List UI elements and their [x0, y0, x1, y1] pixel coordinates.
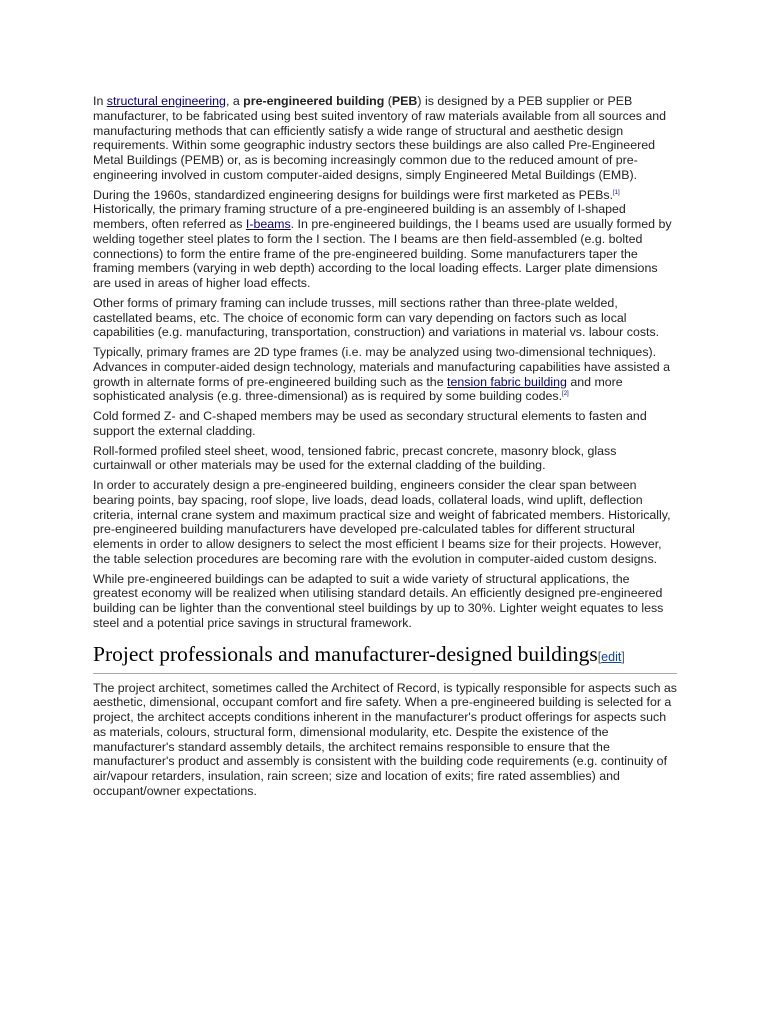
paragraph-frames: [93, 345, 677, 404]
text-run: Historically, the primary framing structure of a pre-engineered building is an assembly of I-shaped members, often referred as: [93, 202, 626, 231]
paragraph-architect: The project architect, sometimes called the Architect of Record, is typically responsible for aspects such as aesthetic, dimensional, occupant comfort and fire safety. When a pre-engineered building is selected for a project, the architect accepts conditions inherent in the manufacturer's product offerings for aspects such as materials, colours, structural form, dimensional modularity, etc. Despite the existence of the manufacturer's standard assembly details, the architect remains responsible to ensure that the manufacturer's product and assembly is consistent with the building code requirements (e.g. continuity of air/vapour retarders, insulation, rain screen; size and location of exits; fire rated assemblies) and occupant/owner expectations.: [93, 680, 677, 798]
bold-term-peb: pre-engineered building: [243, 94, 385, 108]
paragraph-design: In order to accurately design a pre-engineered building, engineers consider the clear span between bearing points, bay spacing, roof slope, live loads, dead loads, collateral loads, wind uplift, deflection criteria, internal crane system and maximum practical size and weight of fabricated members. Historically, pre-engineered building manufacturers have developed pre-calculated tables for different structural elements in order to allow designers to select the most efficient I beams size for their projects. However, the table selection procedures are becoming rare with the evolution in computer-aided custom designs.: [93, 478, 671, 566]
reference-1[interactable]: [613, 190, 620, 196]
link-structural-engineering[interactable]: structural engineering: [106, 94, 226, 108]
text-run: (: [384, 94, 392, 108]
paragraph-framing: Other forms of primary framing can include trusses, mill sections rather than three-plate welded, castellated beams, etc. The choice of economic form can vary depending on factors such as local capabilities (e.g. manufacturing, transportation, construction) and variations in material vs. labour costs.: [93, 295, 660, 340]
reference-2[interactable]: [562, 391, 569, 397]
text-run: Typically, primary frames are 2D type frames (i.e. may be analyzed using two-dimensional techniques). Advances in computer-aided design technology, materials and manufacturing capabilities have assisted a growth in alternate forms of pre-engineered building such as the: [93, 345, 670, 389]
section-heading: [93, 641, 677, 674]
bold-abbrev-peb: PEB: [391, 94, 418, 108]
edit-section-link-wrapper: [598, 650, 625, 664]
link-tension-fabric-building[interactable]: tension fabric building: [447, 374, 567, 389]
article-body: [93, 94, 677, 804]
link-i-beams[interactable]: I-beams: [245, 217, 291, 231]
reference-link-2[interactable]: [2]: [562, 391, 569, 398]
paragraph-economy: While pre-engineered buildings can be adapted to suit a wide variety of structural applications, the greatest economy will be realized when utilising standard details. An efficiently designed pre-engineered building can be lighter than the conventional steel buildings by up to 30%. Lighter weight equates to less steel and a potential price savings in structural framework.: [93, 571, 664, 630]
paragraph-cladding: Roll-formed profiled steel sheet, wood, tensioned fabric, precast concrete, masonry block, glass curtainwall or other materials may be used for the external cladding of the building.: [93, 443, 617, 473]
text-run: , a: [225, 94, 244, 108]
reference-link-1[interactable]: [1]: [613, 189, 620, 196]
paragraph-history: [93, 188, 677, 291]
paragraph-cold-formed: Cold formed Z- and C-shaped members may be used as secondary structural elements to fasten and support the external cladding.: [93, 409, 647, 438]
text-run: ) is designed by a PEB supplier or PEB manufacturer, to be fabricated using best suited inventory of raw materials available from all sources and manufacturing methods that can efficiently satisfy a wide range of structural and aesthetic design requirements. Within some geographic industry sectors these buildings are also called Pre-Engineered Metal Buildings (PEMB) or, as is becoming increasingly common due to the reduced amount of pre-engineering involved in custom computer-aided designs, simply Engineered Metal Buildings (EMB).: [93, 94, 667, 182]
text-run: In: [93, 94, 107, 108]
text-run: and more sophisticated analysis (e.g. three-dimensional) as is required by some building codes.: [93, 374, 623, 404]
text-run: . In pre-engineered buildings, the I beams used are usually formed by welding together steel plates to form the I section. The I beams are then field-assembled (e.g. bolted connections) to form the entire frame of the pre-engineered building. Some manufacturers taper the framing members (varying in web depth) according to the local loading effects. Larger plate dimensions are used in areas of higher load effects.: [93, 217, 672, 290]
edit-section-link[interactable]: edit: [601, 649, 622, 664]
text-run: During the 1960s, standardized engineering designs for buildings were first marketed as PEBs.: [93, 187, 614, 202]
paragraph-intro: [93, 94, 677, 183]
bracket-close: ]: [621, 649, 625, 664]
section-heading-text: Project professionals and manufacturer-designed buildings: [93, 641, 598, 666]
bracket-open: [: [597, 649, 602, 664]
